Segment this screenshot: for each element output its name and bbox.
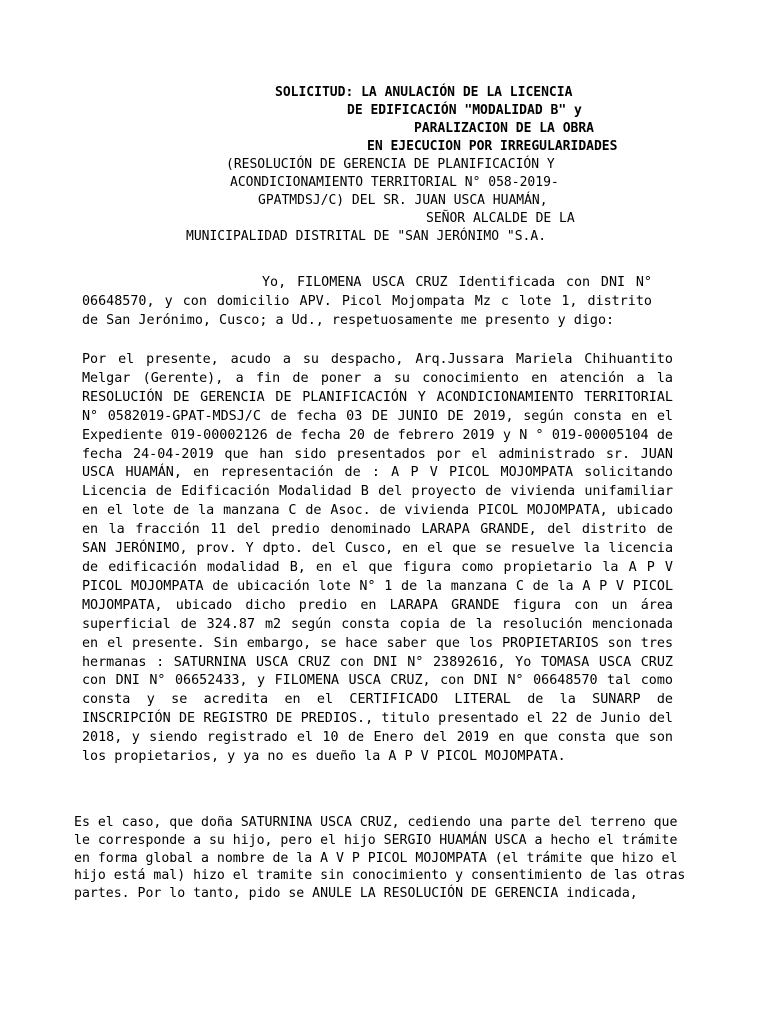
- request-paragraph: Es el caso, que doña SATURNINA USCA CRUZ, cediendo una parte del terreno que le corresponde a su hijo, pero el hijo SERGIO HUAMÁN USCA a hecho el trámite en forma global a nombre de la A V P PICOL MOJOMPATA (el trámite que hizo el hijo está mal) hizo el tramite sin conocimiento y consentimiento de las otras partes. Por lo tanto, pido se ANULE LA RESOLUCIÓN DE GERENCIA indicada,: [74, 815, 686, 902]
- subheading-line: ACONDICIONAMIENTO TERRITORIAL N° 058-2019-: [230, 175, 559, 190]
- heading-line: PARALIZACION DE LA OBRA: [414, 121, 595, 136]
- heading-line: SOLICITUD: LA ANULACIÓN DE LA LICENCIA: [275, 85, 573, 100]
- addressee-block: [0, 156, 768, 246]
- subheading-line: (RESOLUCIÓN DE GERENCIA DE PLANIFICACIÓN Y: [226, 157, 555, 172]
- subheading-line: GPATMDSJ/C) DEL SR. JUAN USCA HUAMÁN,: [258, 193, 548, 208]
- subheading-line: MUNICIPALIDAD DISTRITAL DE "SAN JERÓNIMO "S.A.: [186, 229, 547, 244]
- subheading-line: SEÑOR ALCALDE DE LA: [426, 211, 575, 226]
- body-paragraph: Por el presente, acudo a su despacho, Arq.Jussara Mariela Chihuantito Melgar (Gerente), a fin de poner a su conocimiento en atención a la RESOLUCIÓN DE GERENCIA DE PLANIFICACIÓN Y ACONDICIONAMIENTO TERRITORIAL N° 0582019-GPAT-MDSJ/C de fecha 03 DE JUNIO DE 2019, según consta en el Expediente 019-00002126 de fecha 20 de febrero 2019 y N ° 019-00005104 de fecha 24-04-2019 que han sido presentados por el administrado sr. JUAN USCA HUAMÁN, en representación de : A P V PICOL MOJOMPATA solicitando Licencia de Edificación Modalidad B del proyecto de vivienda unifamiliar en el lote de la manzana C de Asoc. de vivienda PICOL MOJOMPATA, ubicado en la fracción 11 del predio denominado LARAPA GRANDE, del distrito de SAN JERÓNIMO, prov. Y dpto. del Cusco, en el que se resuelve la licencia de edificación modalidad B, en el que figura como propietario la A P V PICOL MOJOMPATA de ubicación lote N° 1 de la manzana C de la A P V PICOL MOJOMPATA, ubicado dicho predio en LARAPA GRANDE figura con un área superficial de 324.87 m2 según consta copia de la resolución mencionada en el presente. Sin embargo, se hace saber que los PROPIETARIOS son tres hermanas : SATURNINA USCA CRUZ con DNI N° 23892616, Yo TOMASA USCA CRUZ con DNI N° 06652433, y FILOMENA USCA CRUZ, con DNI N° 06648570 tal como consta y se acredita en el CERTIFICADO LITERAL de la SUNARP de INSCRIPCIÓN DE REGISTRO DE PREDIOS., titulo presentado el 22 de Junio del 2018, y siendo registrado el 10 de Enero del 2019 en que consta que son los propietarios, y ya no es dueño la A P V PICOL MOJOMPATA.: [82, 352, 673, 765]
- heading-line: EN EJECUCION POR IRREGULARIDADES: [367, 139, 618, 154]
- request-heading: [0, 84, 768, 156]
- heading-line: DE EDIFICACIÓN "MODALIDAD B" y: [347, 103, 582, 118]
- introduction-paragraph: Yo, FILOMENA USCA CRUZ Identificada con DNI N° 06648570, y con domicilio APV. Picol Mojompata Mz c lote 1, distrito de San Jerónimo, Cusco; a Ud., respetuosamente me presento y digo:: [82, 275, 652, 328]
